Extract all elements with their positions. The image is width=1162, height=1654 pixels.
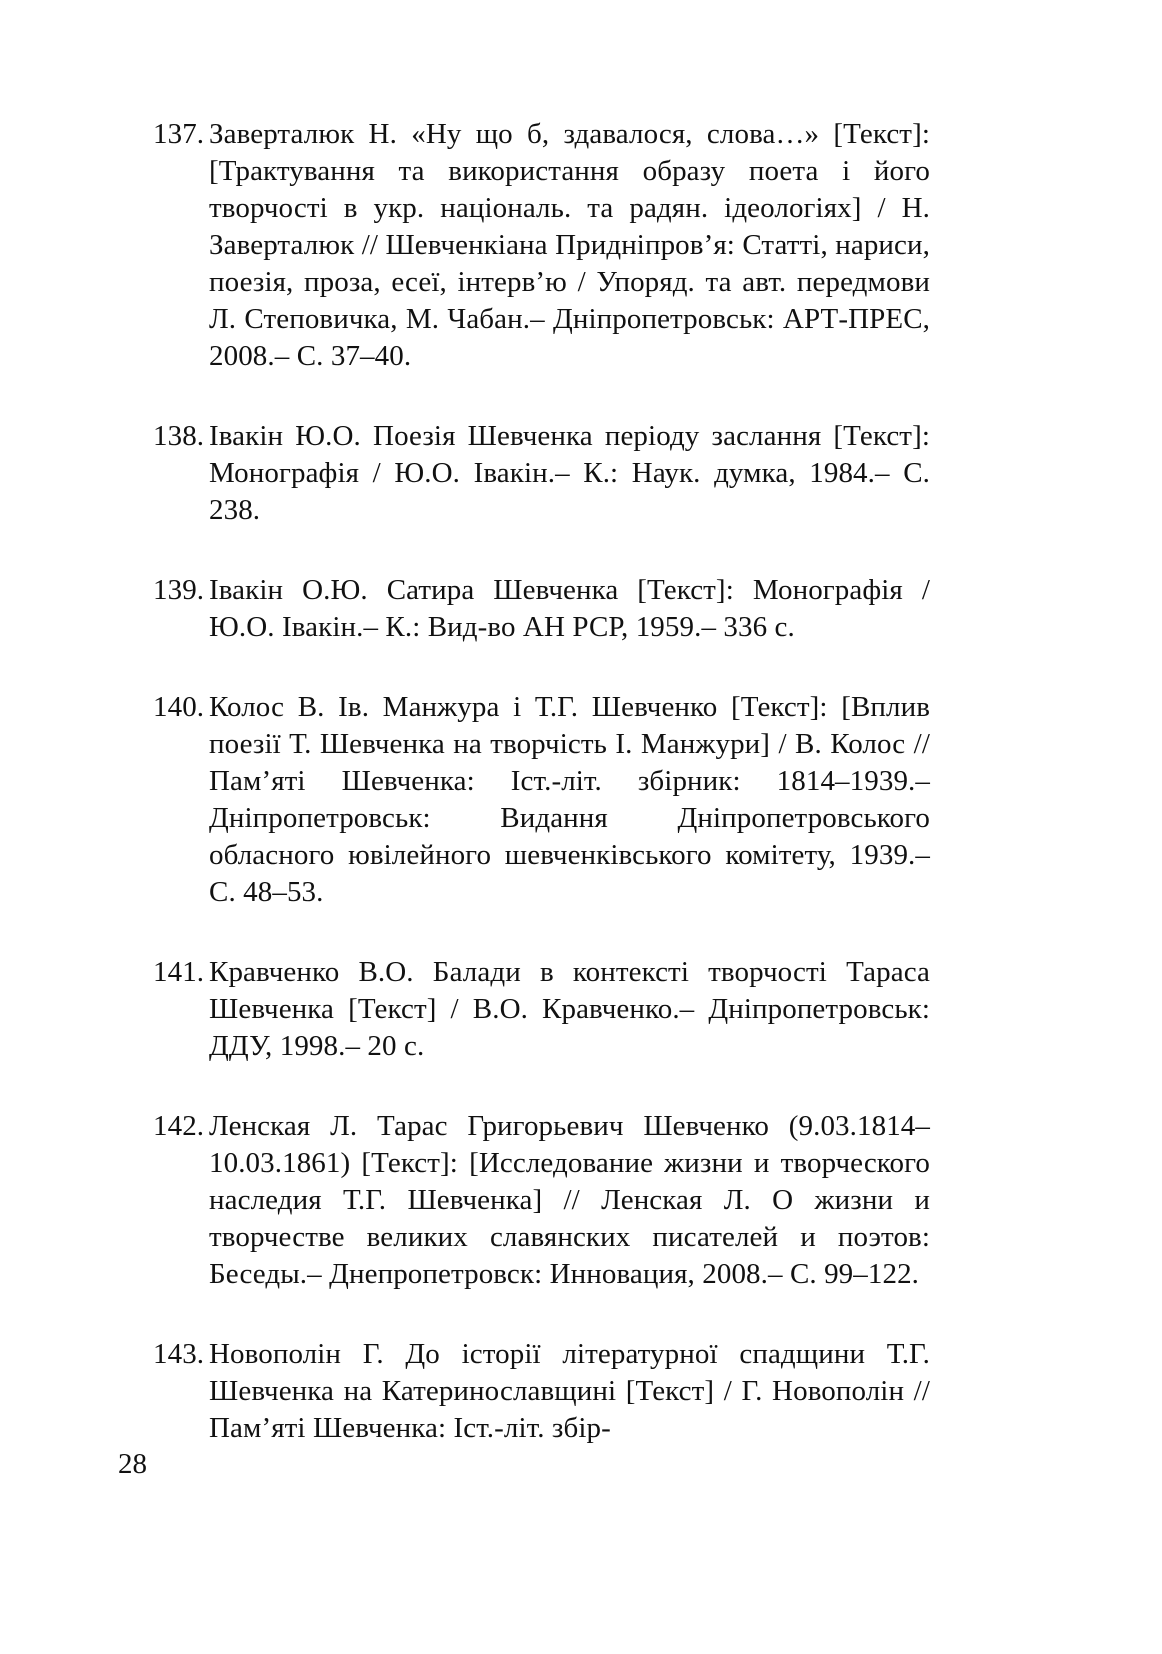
entry-text: Кравченко В.О. Балади в контексті творчості Тараса Шевченка [Текст] / В.О. Кравченко.– Дніпропетровськ: ДДУ, 1998.– 20 с. bbox=[209, 956, 930, 1062]
entry-number: 141. bbox=[153, 956, 205, 988]
entry-text: Івакін Ю.О. Поезія Шевченка періоду заслання [Текст]: Монографія / Ю.О. Івакін.– К.: Наук. думка, 1984.– С. 238. bbox=[209, 420, 930, 526]
entry-number: 138. bbox=[153, 420, 205, 452]
entry-text: Колос В. Ів. Манжура і Т.Г. Шевченко [Текст]: [Вплив поезії Т. Шевченка на творчість І. Манжури] / В. Колос // Пам’яті Шевченка: Іст.-літ. збірник: 1814–1939.– Дніпропетровськ: Видання Дніпропетровського обласного ювілейного шевченківського комітету, 1939.– С. 48–53. bbox=[209, 691, 930, 908]
bibliography-entry-142 bbox=[153, 1108, 930, 1293]
page-number: 28 bbox=[118, 1448, 147, 1480]
bibliography-entry-141 bbox=[153, 954, 930, 1065]
entry-text: Заверталюк Н. «Ну що б, здавалося, слова…» [Текст]: [Трактування та використання образу поета і його творчості в укр. національ. та радян. ідеологіях] / Н. Заверталюк // Шевченкіана Придніпров’я: Статті, нариси, поезія, проза, есеї, інтерв’ю / Упоряд. та авт. передмови Л. Степовичка, М. Чабан.– Дніпропетровськ: АРТ-ПРЕС, 2008.– С. 37–40. bbox=[209, 118, 930, 372]
entry-number: 137. bbox=[153, 118, 205, 150]
bibliography-list bbox=[153, 116, 930, 1447]
entry-number: 142. bbox=[153, 1110, 205, 1142]
bibliography-entry-143 bbox=[153, 1336, 930, 1447]
bibliography-entry-138 bbox=[153, 418, 930, 529]
entry-text: Івакін О.Ю. Сатира Шевченка [Текст]: Монографія / Ю.О. Івакін.– К.: Вид-во АН РСР, 1959.– 336 с. bbox=[209, 574, 930, 643]
entry-text: Ленская Л. Тарас Григорьевич Шевченко (9.03.1814–10.03.1861) [Текст]: [Исследование жизни и творческого наследия Т.Г. Шевченка] // Ленская Л. О жизни и творчестве великих славянских писателей и поэтов: Беседы.– Днепропетровск: Инновация, 2008.– С. 99–122. bbox=[209, 1110, 930, 1290]
entry-number: 140. bbox=[153, 691, 205, 723]
bibliography-entry-139 bbox=[153, 572, 930, 646]
entry-number: 139. bbox=[153, 574, 205, 606]
bibliography-entry-137 bbox=[153, 116, 930, 375]
bibliography-entry-140 bbox=[153, 689, 930, 911]
entry-text: Новополін Г. До історії літературної спадщини Т.Г. Шевченка на Катеринославщині [Текст] / Г. Новополін // Пам’яті Шевченка: Іст.-літ. збір- bbox=[209, 1338, 930, 1444]
entry-number: 143. bbox=[153, 1338, 205, 1370]
